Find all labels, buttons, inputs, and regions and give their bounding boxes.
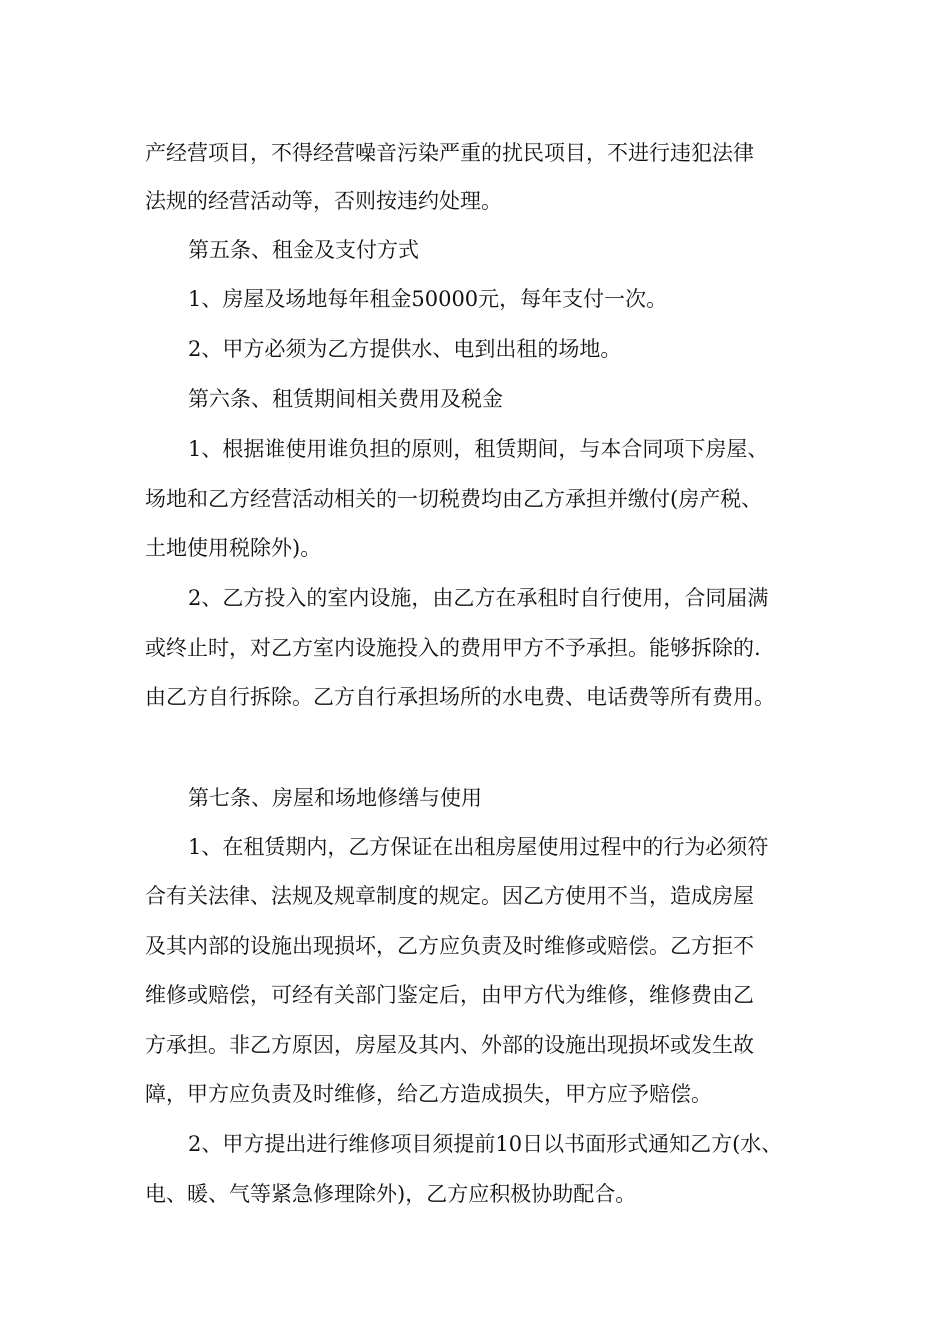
text-line: 合有关法律、法规及规章制度的规定。因乙方使用不当，造成房屋 xyxy=(145,884,754,908)
text-line: 2、甲方提出进行维修项目须提前10日以书面形式通知乙方(水、 xyxy=(188,1132,783,1156)
text-line: 障，甲方应负责及时维修，给乙方造成损失，甲方应予赔偿。 xyxy=(145,1082,712,1106)
text-line: 2、甲方必须为乙方提供水、电到出租的场地。 xyxy=(188,337,622,361)
text-line: 土地使用税除外)。 xyxy=(145,536,322,560)
text-line: 维修或赔偿，可经有关部门鉴定后，由甲方代为维修，维修费由乙 xyxy=(145,983,754,1007)
section-heading: 第五条、租金及支付方式 xyxy=(188,238,419,262)
text-line: 2、乙方投入的室内设施，由乙方在承租时自行使用，合同届满 xyxy=(188,586,769,610)
text-line: 1、在租赁期内，乙方保证在出租房屋使用过程中的行为必须符 xyxy=(188,835,769,859)
text-line: 由乙方自行拆除。乙方自行承担场所的水电费、电话费等所有费用。 xyxy=(145,685,775,709)
text-line: 及其内部的设施出现损坏，乙方应负责及时维修或赔偿。乙方拒不 xyxy=(145,934,754,958)
text-line: 法规的经营活动等，否则按违约处理。 xyxy=(145,189,502,213)
section-heading: 第六条、租赁期间相关费用及税金 xyxy=(188,387,503,411)
text-line: 1、根据谁使用谁负担的原则，租赁期间，与本合同项下房屋、 xyxy=(188,437,769,461)
text-line: 产经营项目，不得经营噪音污染严重的扰民项目，不进行违犯法律 xyxy=(145,141,754,165)
text-line: 场地和乙方经营活动相关的一切税费均由乙方承担并缴付(房产税、 xyxy=(145,487,763,511)
section-heading: 第七条、房屋和场地修缮与使用 xyxy=(188,786,482,810)
text-line: 电、暖、气等紧急修理除外)，乙方应积极协助配合。 xyxy=(145,1182,637,1206)
text-line: 或终止时，对乙方室内设施投入的费用甲方不予承担。能够拆除的. xyxy=(145,636,761,660)
text-line: 1、房屋及场地每年租金50000元，每年支付一次。 xyxy=(188,287,668,311)
text-line: 方承担。非乙方原因，房屋及其内、外部的设施出现损坏或发生故 xyxy=(145,1033,754,1057)
